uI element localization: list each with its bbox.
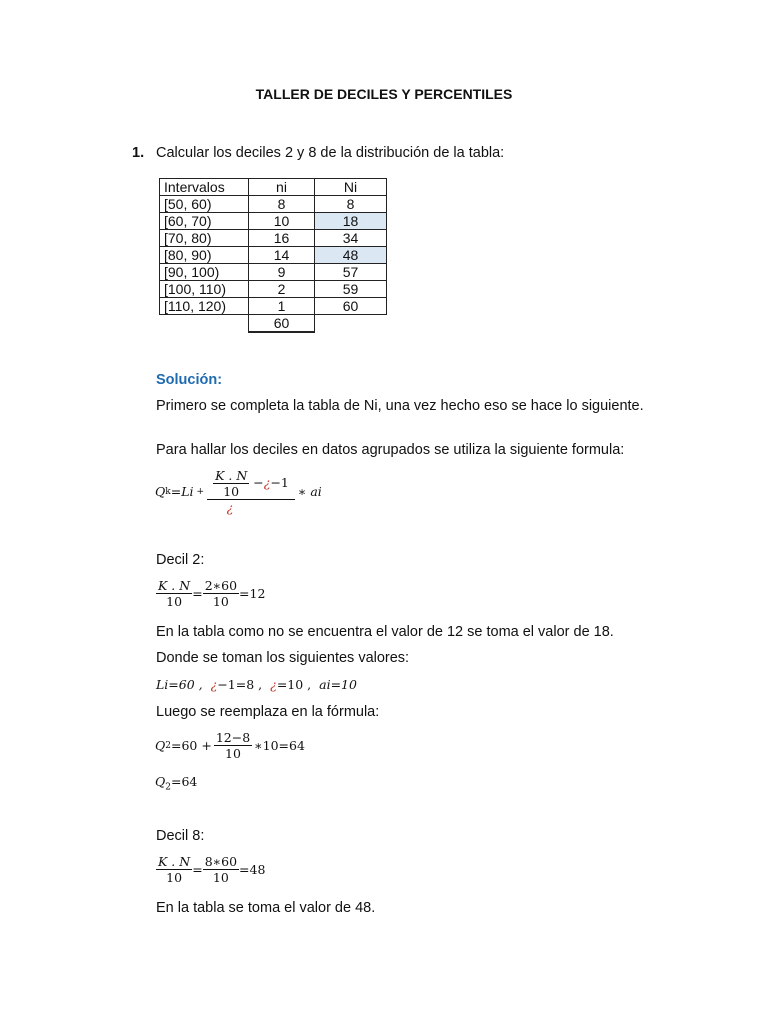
interval-cell: [70, 80) [160,230,249,247]
ni-cell: 1 [249,298,315,315]
kn-numerator: K . N [158,854,191,869]
result-value: =64 [170,774,198,789]
interval-cell: [90, 100) [160,264,249,281]
sub-rhs: ∗10=64 [254,738,305,753]
sub-Q: Q [155,738,166,753]
solution-paragraph-1: Primero se completa la tabla de Ni, una vez hecho eso se hace lo siguiente. [156,398,644,414]
decil-2-paragraph-1: En la tabla como no se encuentra el valor de 12 se toma el valor de 18. [156,624,614,640]
value-numerator: 8∗60 [204,854,238,869]
formula-minus: − [270,475,281,490]
interval-cell: [110, 120) [160,298,249,315]
Ni-cell-highlighted: 18 [315,213,387,230]
formula-Q: Q [155,484,166,499]
Ni-cell: 59 [315,281,387,298]
decil-8-calculation [156,854,265,885]
value-symbol: ¿ [270,677,277,692]
value-numerator: 2∗60 [204,578,238,593]
sub-fraction [214,730,252,761]
formula-ten: 10 [223,484,240,499]
Ni-cell: 57 [315,264,387,281]
ni-cell: 8 [249,196,315,213]
empty-cell [315,315,387,333]
calc-result: =48 [239,862,266,877]
Ni-cell: 60 [315,298,387,315]
Ni-cell: 8 [315,196,387,213]
kn-denominator: 10 [166,870,183,885]
equals-sign: = [192,586,203,601]
header-intervalos: Intervalos [160,179,249,196]
ni-cell: 16 [249,230,315,247]
kn-denominator: 10 [166,594,183,609]
ni-cell: 14 [249,247,315,264]
interval-cell: [100, 110) [160,281,249,298]
decil-2-result [155,774,197,793]
formula-k: k [165,486,171,497]
value-fraction [203,578,239,609]
decil-2-calculation [156,578,265,609]
formula-symbol: ¿ [263,475,271,490]
table-row [160,264,387,281]
decil-8-paragraph-1: En la tabla se toma el valor de 48. [156,900,376,916]
interval-cell: [80, 90) [160,247,249,264]
formula-denominator: ¿ [226,500,234,515]
kn-numerator: K . N [158,578,191,593]
decil-2-label: Decil 2: [156,552,205,568]
sub-lhs: =60 + [170,738,212,753]
table-row [160,230,387,247]
calc-result: =12 [239,586,266,601]
interval-cell: [50, 60) [160,196,249,213]
Ni-cell: 34 [315,230,387,247]
formula-KN: K . N [215,468,248,483]
value-denominator: 10 [212,870,229,885]
header-ni: ni [249,179,315,196]
table-row [160,298,387,315]
empty-cell [160,315,249,333]
sub-denominator: 10 [225,746,241,761]
formula-Li: Li [181,484,194,499]
value-fi-minus-1: −1=8 , [217,677,263,692]
decil-2-paragraph-3: Luego se reemplaza en la fórmula: [156,704,380,720]
solution-heading: Solución: [156,372,223,388]
distribution-table [159,178,387,333]
header-Ni: Ni [315,179,387,196]
ni-cell: 2 [249,281,315,298]
formula-fraction [207,468,295,515]
Ni-cell-highlighted: 48 [315,247,387,264]
sub-numerator: 12−8 [215,730,251,745]
result-Q: Q [155,774,166,789]
table-row [160,281,387,298]
value-symbol: ¿ [210,677,218,692]
kn-fraction [156,578,192,609]
value-fraction [203,854,239,885]
value-ai: ai=10 [319,677,357,692]
decil-2-substitution [155,730,305,761]
decil-8-label: Decil 8: [156,828,205,844]
table-header-row [160,179,387,196]
total-ni-cell: 60 [249,315,315,333]
table-total-row [160,315,387,333]
table-row [160,247,387,264]
kn-fraction [156,854,192,885]
formula-inner-fraction [213,468,249,499]
value-li: Li=60 , [156,677,203,692]
formula-plus: + [196,486,205,497]
page-title: TALLER DE DECILES Y PERCENTILES [255,86,513,102]
decile-formula [155,468,322,515]
question-text: Calcular los deciles 2 y 8 de la distribución de la tabla: [156,145,505,161]
decil-2-values [156,677,357,692]
formula-equals: = [170,484,182,499]
table-row [160,213,387,230]
formula-numerator [207,468,295,500]
formula-tail: ∗ ai [297,484,322,499]
result-index: 2 [165,782,171,793]
ni-cell: 10 [249,213,315,230]
formula-one: 1 [280,475,289,490]
decil-2-paragraph-2: Donde se toman los siguientes valores: [156,650,410,666]
equals-sign: = [192,862,203,877]
value-denominator: 10 [212,594,229,609]
sub-index: 2 [165,740,171,751]
solution-paragraph-2: Para hallar los deciles en datos agrupados se utiliza la siguiente formula: [156,442,625,458]
formula-minus: − [253,475,264,490]
value-fi: =10 , [276,677,312,692]
interval-cell: [60, 70) [160,213,249,230]
table-row [160,196,387,213]
question-number: 1. [132,145,145,161]
ni-cell: 9 [249,264,315,281]
